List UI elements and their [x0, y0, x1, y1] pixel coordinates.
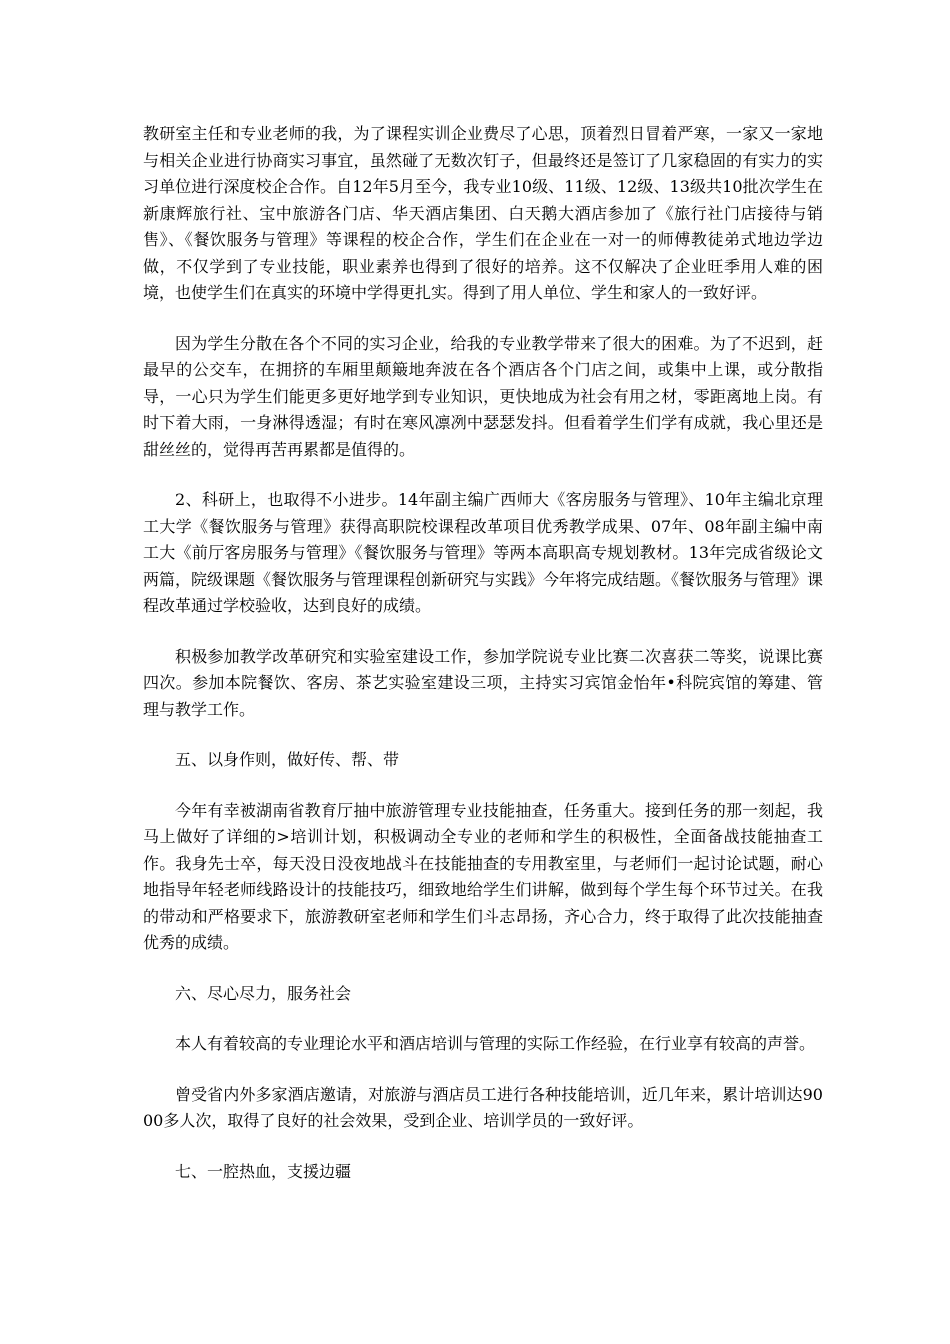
- paragraph-research-progress: 2、科研上，也取得不小进步。14年副主编广西师大《客房服务与管理》、10年主编北京理工大学《餐饮服务与管理》获得高职院校课程改革项目优秀教学成果、07年、08年副主编中南工大《前厅客房服务与管理》《餐饮服务与管理》等两本高职高专规划教材。13年完成省级论文两篇，院级课题《餐饮服务与管理课程创新研究与实践》今年将完成结题。《餐饮服务与管理》课程改革通过学校验收，达到良好的成绩。: [143, 490, 824, 615]
- paragraph-skill-inspection: 今年有幸被湖南省教育厅抽中旅游管理专业技能抽查，任务重大。接到任务的那一刻起，我马上做好了详细的>培训计划，积极调动全专业的老师和学生的积极性，全面备战技能抽查工作。我身先士卒，每天没日没夜地战斗在技能抽查的专用教室里，与老师们一起讨论试题，耐心地指导年轻老师线路设计的技能技巧，细致地给学生们讲解，做到每个学生每个环节过关。在我的带动和严格要求下，旅游教研室老师和学生们斗志昂扬，齐心合力，终于取得了此次技能抽查优秀的成绩。: [143, 800, 823, 952]
- paragraph-school-enterprise-cooperation: 教研室主任和专业老师的我，为了课程实训企业费尽了心思，顶着烈日冒着严寒，一家又一家地与相关企业进行协商实习事宜，虽然碰了无数次钉子，但最终还是签订了几家稳固的有实力的实习单位进行深度校企合作。自12年5月至今，我专业10级、11级、12级、13级共10批次学生在新康辉旅行社、宝中旅游各门店、华天酒店集团、白天鹅大酒店参加了《旅行社门店接待与销售》、《餐饮服务与管理》等课程的校企合作，学生们在企业在一对一的师傅教徒弟式地边学边做，不仅学到了专业技能，职业素养也得到了很好的培养。这不仅解决了企业旺季用人难的困境，也使学生们在真实的环境中学得更扎实。得到了用人单位、学生和家人的一致好评。: [143, 124, 823, 302]
- section-heading-6: 六、尽心尽力，服务社会: [175, 983, 352, 1003]
- section-heading-5: 五、以身作则，做好传、帮、带: [175, 750, 400, 769]
- paragraph-professional-level: 本人有着较高的专业理论水平和酒店培训与管理的实际工作经验，在行业享有较高的声誉。: [175, 1034, 816, 1053]
- paragraph-teaching-difficulties: 因为学生分散在各个不同的实习企业，给我的专业教学带来了很大的困难。为了不迟到，赶最早的公交车，在拥挤的车厢里颠簸地奔波在各个酒店各个门店之间，或集中上课，或分散指导，一心只为学生们能更多更好地学到专业知识，更快地成为社会有用之材，零距离地上岗。有时下着大雨，一身淋得透湿；有时在寒风凛冽中瑟瑟发抖。但看着学生们学有成就，我心里还是甜丝丝的，觉得再苦再累都是值得的。: [143, 333, 823, 459]
- paragraph-teaching-reform: 积极参加教学改革研究和实验室建设工作，参加学院说专业比赛二次喜获二等奖，说课比赛四次。参加本院餐饮、客房、茶艺实验室建设三项，主持实习宾馆金怡年•科院宾馆的筹建、管理与教学工作。: [143, 646, 823, 719]
- section-heading-7: 七、一腔热血，支援边疆: [175, 1161, 352, 1181]
- document-body: [143, 121, 823, 1209]
- paragraph-training-service: 曾受省内外多家酒店邀请，对旅游与酒店员工进行各种技能培训，近几年来，累计培训达9000多人次，取得了良好的社会效果，受到企业、培训学员的一致好评。: [143, 1084, 823, 1130]
